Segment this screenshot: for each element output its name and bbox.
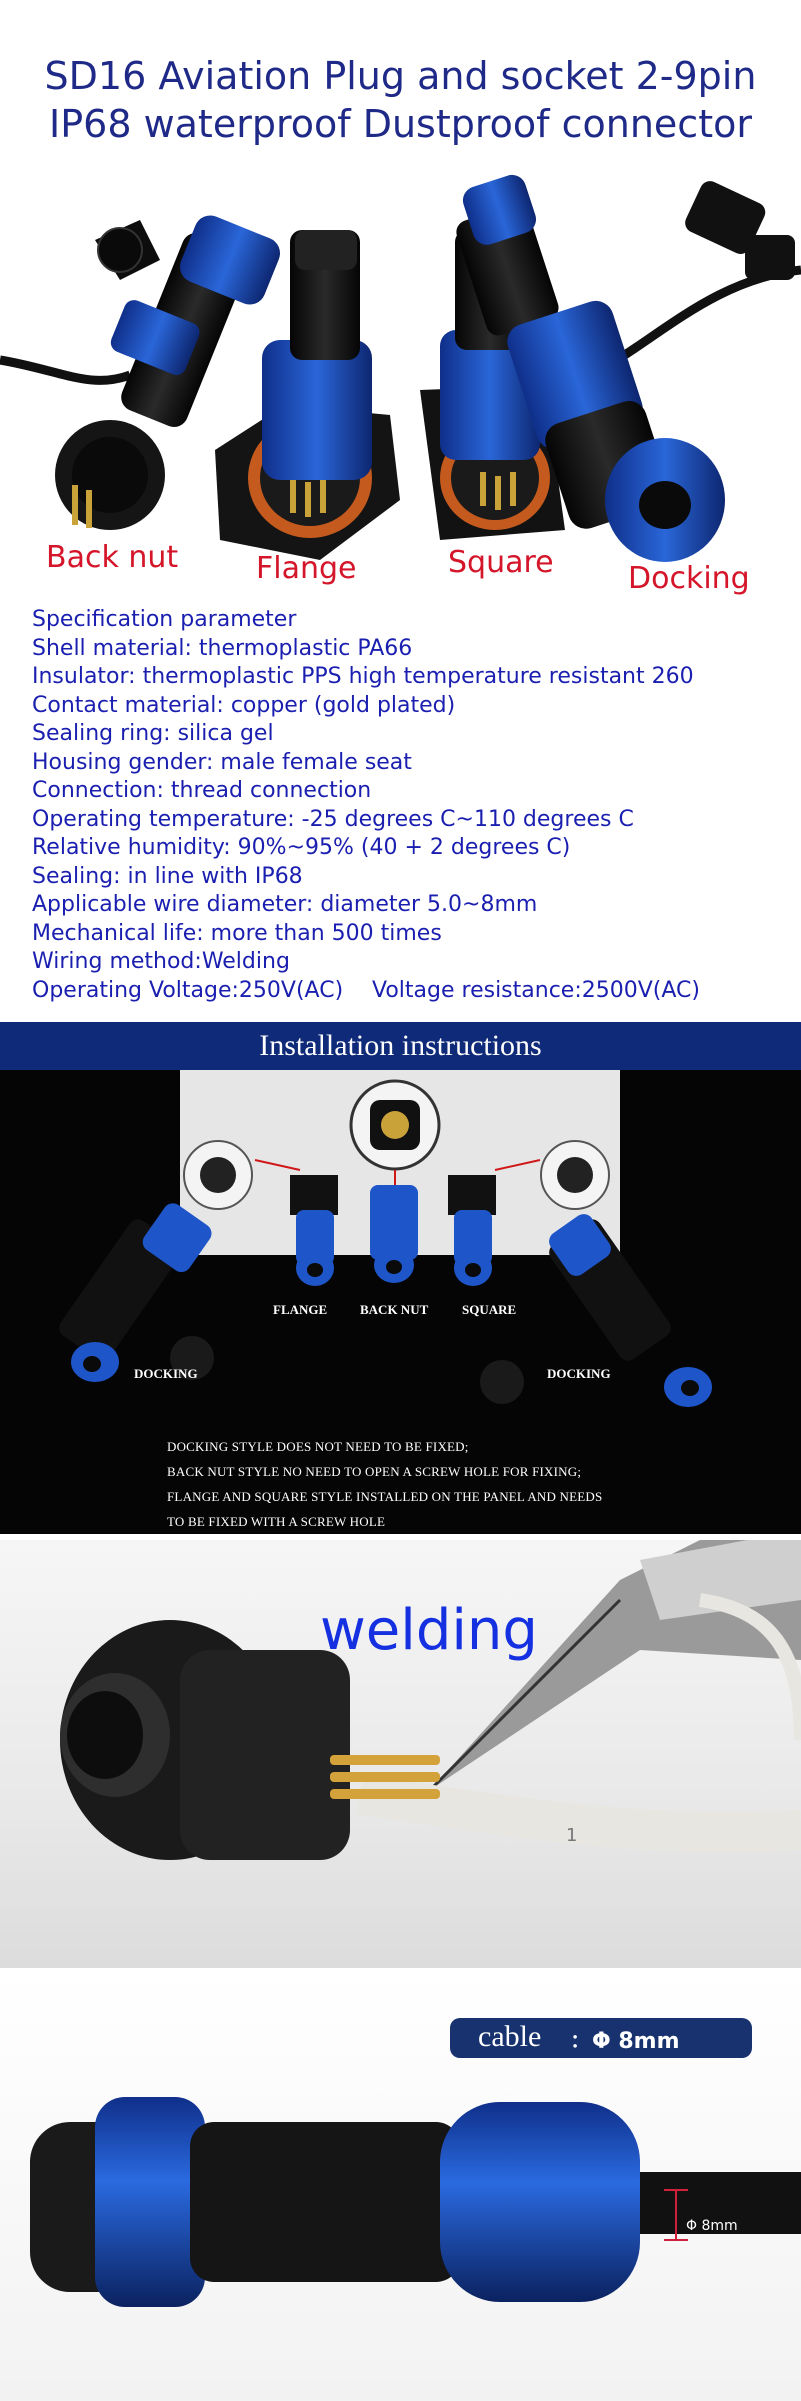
label-square: Square bbox=[448, 545, 554, 580]
spec-item: Wiring method:Welding bbox=[32, 949, 290, 974]
spec-item: Connection: thread connection bbox=[32, 778, 372, 803]
installation-notes bbox=[167, 1434, 602, 1534]
spec-item: Applicable wire diameter: diameter 5.0~8mm bbox=[32, 892, 538, 917]
welding-label: welding bbox=[320, 1598, 538, 1663]
label-docking: Docking bbox=[628, 561, 750, 596]
label-square-install: SQUARE bbox=[462, 1302, 517, 1317]
label-back-nut: Back nut bbox=[46, 540, 179, 575]
spec-item: Contact material: copper (gold plated) bbox=[32, 692, 456, 718]
page-title-line-2: IP68 waterproof Dustproof connector bbox=[49, 102, 752, 146]
label-flange: Flange bbox=[256, 551, 357, 586]
spec-item: Operating temperature: -25 degrees C~110 degrees C bbox=[32, 806, 634, 832]
spec-heading: Specification parameter bbox=[32, 607, 297, 632]
welding-photo bbox=[0, 1540, 801, 1968]
installation-header: Installation instructions bbox=[0, 1022, 801, 1070]
cable-badge-value: ：Φ 8mm bbox=[570, 2029, 680, 2054]
cable-dimension-label: Φ 8mm bbox=[686, 2218, 738, 2234]
wire-mark: 1 bbox=[566, 1825, 578, 1846]
product-photo bbox=[0, 160, 801, 600]
spec-item: Housing gender: male female seat bbox=[32, 749, 412, 775]
cable-photo bbox=[0, 1972, 801, 2401]
spec-item: Sealing: in line with IP68 bbox=[32, 863, 303, 889]
spec-item: Relative humidity: 90%~95% (40 + 2 degrees C) bbox=[32, 835, 571, 860]
page-title-line-1: SD16 Aviation Plug and socket 2-9pin bbox=[44, 54, 757, 98]
spec-item-voltage bbox=[32, 977, 700, 1006]
installation-note: TO BE FIXED WITH A SCREW HOLE bbox=[167, 1514, 386, 1529]
label-back-nut-install: BACK NUT bbox=[360, 1302, 429, 1317]
voltage-resistance: Voltage resistance:2500V(AC) bbox=[372, 977, 700, 1003]
installation-panel bbox=[0, 1070, 801, 1534]
installation-note: BACK NUT STYLE NO NEED TO OPEN A SCREW HOLE FOR FIXING; bbox=[167, 1464, 582, 1479]
label-flange-install: FLANGE bbox=[273, 1302, 328, 1317]
spec-item: Insulator: thermoplastic PPS high temperature resistant 260 bbox=[32, 664, 694, 689]
installation-note: FLANGE AND SQUARE STYLE INSTALLED ON THE PANEL AND NEEDS bbox=[167, 1489, 603, 1504]
label-docking-left: DOCKING bbox=[134, 1366, 198, 1381]
spec-list bbox=[32, 606, 700, 1005]
cable-badge bbox=[450, 2018, 752, 2058]
spec-item: Sealing ring: silica gel bbox=[32, 721, 274, 746]
spec-item: Mechanical life: more than 500 times bbox=[32, 920, 442, 946]
cable-badge-word: cable bbox=[478, 2020, 542, 2053]
spec-item: Shell material: thermoplastic PA66 bbox=[32, 635, 413, 661]
label-docking-right: DOCKING bbox=[547, 1366, 611, 1381]
operating-voltage: Operating Voltage:250V(AC) bbox=[32, 977, 344, 1003]
installation-note: DOCKING STYLE DOES NOT NEED TO BE FIXED; bbox=[167, 1439, 469, 1454]
